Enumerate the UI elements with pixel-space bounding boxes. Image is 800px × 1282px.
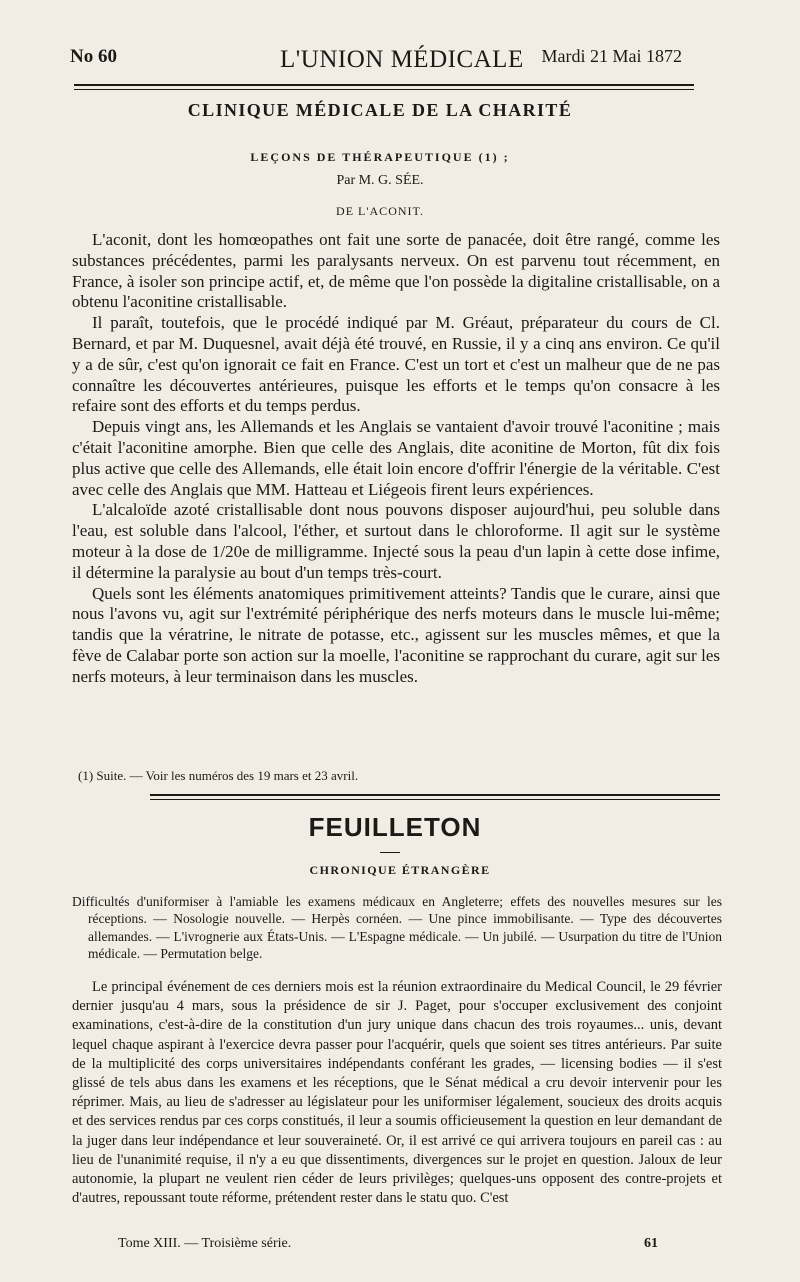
journal-title: L'UNION MÉDICALE: [280, 46, 524, 73]
section-title: CLINIQUE MÉDICALE DE LA CHARITÉ: [187, 100, 573, 120]
author-line: Par M. G. SÉE.: [336, 173, 424, 188]
article-body: [72, 230, 720, 688]
article-paragraph: Depuis vingt ans, les Allemands et les Anglais se vantaient d'avoir trouvé l'aconitine ; mais c'était l'aconitine amorphe. Bien que celle des Anglais, dite aconitine de Morton, fût dix fois plus active que celle des Allemands, elle était loin encore d'offrir l'énergie de la véritable. C'est avec celle des Anglais que MM. Hatteau et Liégeois firent leurs expériences.: [72, 417, 720, 499]
lecture-series-title: LEÇONS DE THÉRAPEUTIQUE (1) ;: [250, 150, 510, 164]
feuilleton-divider: [380, 852, 400, 853]
header-rule: [74, 84, 694, 86]
article-paragraph: Quels sont les éléments anatomiques primitivement atteints? Tandis que le curare, ainsi que nous l'avons vu, agit sur l'extrémité périphérique des nerfs moteurs dans le muscle lui-même; tandis que la vératrine, le nitrate de potasse, etc., agissent sur les muscles mêmes, et que la fève de Calabar porte son action sur la moelle, l'aconitine se rapprochant du curare, agit sur les nerfs moteurs, à leur terminaison dans les muscles.: [72, 583, 720, 686]
page-header: [70, 46, 682, 78]
summary-text: Difficultés d'uniformiser à l'amiable les examens médicaux en Angleterre; effets des nouvelles mesures sur les réceptions. — Nosologie nouvelle. — Herpès cornéen. — Une pince immobilisante. — Type des découvertes allemandes. — L'ivrognerie aux États-Unis. — L'Espagne médicale. — Un jubilé. — Usurpation du titre de l'Union médicale. — Permutation belge.: [72, 894, 722, 962]
issue-number: No 60: [70, 46, 117, 67]
footnote: (1) Suite. — Voir les numéros des 19 mars et 23 avril.: [78, 768, 359, 783]
feuilleton-rule: [150, 794, 720, 796]
volume-series: Tome XIII. — Troisième série.: [118, 1236, 292, 1251]
article-subject: DE L'ACONIT.: [336, 204, 424, 218]
article-paragraph: L'alcaloïde azoté cristallisable dont nous pouvons disposer aujourd'hui, peu soluble dans l'eau, est soluble dans l'alcool, l'éther, et surtout dans le chloroforme. Il agit sur le système moteur à la dose de 1/20e de milligramme. Injecté sous la peau d'un lapin à cette dose infime, il détermine la paralysie au bout d'un temps très-court.: [72, 500, 720, 582]
article-paragraph: L'aconit, dont les homœopathes ont fait une sorte de panacée, doit être rangé, comme les substances précédentes, parmi les paralysants nerveux. On est parvenu tout récemment, en France, à isoler son principe actif, et, de même que l'on possède la digitaline cristallisable, on a obtenu l'aconitine cristallisable.: [72, 230, 720, 312]
page-number: 61: [644, 1236, 658, 1251]
feuilleton-body: [72, 978, 722, 1208]
feuilleton-rule-thin: [150, 799, 720, 800]
article-paragraph: Il paraît, toutefois, que le procédé indiqué par M. Gréaut, préparateur du cours de Cl. Bernard, et par M. Duquesnel, avait déjà été trouvé, en Russie, il y a cinq ans environ. Ce qu'il y a de sûr, c'est qu'on ignorait ce fait en France. C'est un tort et c'est un malheur que de ne pas connaître les découvertes antérieures, puisque les efforts et le temps qu'on consacre à les refaire sont des efforts et du temps perdus.: [72, 313, 720, 416]
feuilleton-title: FEUILLETON: [308, 812, 482, 842]
header-rule-thin: [74, 89, 694, 90]
feuilleton-subtitle: CHRONIQUE ÉTRANGÈRE: [309, 863, 491, 877]
page-footer: [118, 1236, 658, 1256]
feuilleton-paragraph: Le principal événement de ces derniers mois est la réunion extraordinaire du Medical Council, le 29 février dernier jusqu'au 4 mars, sous la présidence de sir J. Paget, pour s'occuper exclusivement des conjoint examinations, c'est-à-dire de la constitution d'un jury unique dans chacun des trois royaumes... unis, devant lequel chaque aspirant à l'exercice devra passer pour l'acquérir, quels que soient ses titres antérieurs. Par suite de la multiplicité des corps universitaires indépendants conférant les grades, — licensing bodies — il s'est glissé de tels abus dans les examens et les réceptions, que le Sénat médical a cru devoir intervenir pour les réprimer. Mais, au lieu de s'adresser au législateur pour les uniformiser légalement, soucieux des droits acquis et des services rendus par ces corps constitués, il leur a soumis officieusement la question en leur demandant de la juger dans leur indépendance et leur souveraineté. Or, il est arrivé ce qui arrivera toujours en pareil cas : au lieu de l'unanimité requise, il n'y a eu que dissentiments, divergences sur le projet en question. Jaloux de leur autonomie, la plupart ne veulent rien céder de leurs privilèges; quelques-uns opposent des contre-projets et d'autres, repoussant toute réforme, prétendent rester dans le statu quo. C'est: [72, 979, 722, 1207]
feuilleton-summary: [72, 893, 722, 963]
issue-date: Mardi 21 Mai 1872: [541, 46, 682, 66]
